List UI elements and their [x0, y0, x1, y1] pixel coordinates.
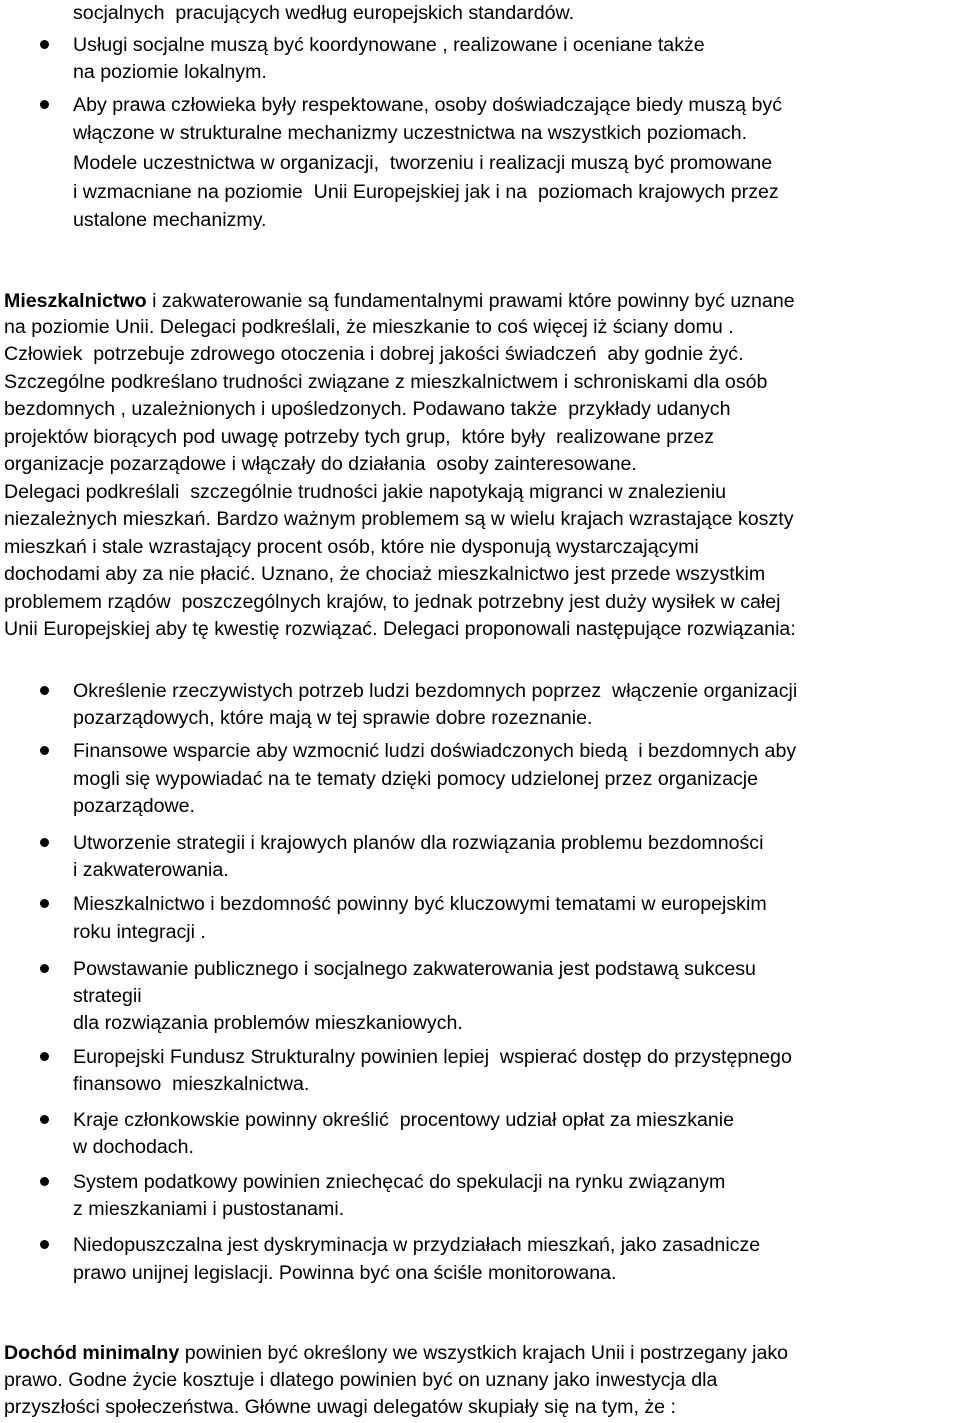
paragraph-line: organizacje pozarządowe i włączały do działania osoby zainteresowane.: [4, 453, 637, 475]
paragraph-line: prawo. Godne życie kosztuje i dlatego powinien być on uznany jako inwestycja dla: [4, 1369, 718, 1391]
list-item-text: Finansowe wsparcie aby wzmocnić ludzi doświadczonych biedą i bezdomnych aby: [73, 740, 797, 762]
list-item-text: pozarządowe.: [73, 795, 195, 817]
list-item-text: Kraje członkowskie powinny określić procentowy udział opłat za mieszkanie: [73, 1109, 735, 1131]
list-item-text: strategii: [73, 985, 142, 1007]
list-item-text: Modele uczestnictwa w organizacji, tworzeniu i realizacji muszą być promowane: [73, 152, 773, 174]
bullet-icon: [40, 100, 49, 109]
bullet-icon: [40, 899, 49, 908]
paragraph-line: niezależnych mieszkań. Bardzo ważnym problemem są w wielu krajach wzrastające koszty: [4, 508, 794, 530]
housing-heading: Mieszkalnictwo: [4, 290, 147, 312]
list-item-text: socjalnych pracujących według europejskich standardów.: [73, 2, 575, 24]
paragraph-line: przyszłości społeczeństwa. Główne uwagi delegatów skupiały się na tym, że :: [4, 1396, 676, 1418]
bullet-icon: [40, 964, 49, 973]
income-heading: Dochód minimalny: [4, 1342, 180, 1364]
list-item-text: roku integracji .: [73, 921, 206, 943]
income-paragraph-first-line: [4, 1340, 788, 1366]
paragraph-line: i zakwaterowanie są fundamentalnymi prawami które powinny być uznane: [146, 290, 795, 312]
list-item-text: ustalone mechanizmy.: [73, 209, 267, 231]
paragraph-line: problemem rządów poszczególnych krajów, to jednak potrzebny jest duży wysiłek w całej: [4, 591, 781, 613]
list-item-text: Określenie rzeczywistych potrzeb ludzi bezdomnych poprzez włączenie organizacji: [73, 680, 798, 702]
paragraph-line: mieszkań i stale wzrastający procent osób, które nie dysponują wystarczającymi: [4, 536, 699, 558]
housing-paragraph-first-line: [4, 288, 795, 314]
paragraph-line: Delegaci podkreślali szczególnie trudności jakie napotykają migranci w znalezieniu: [4, 481, 727, 503]
list-item-text: włączone w strukturalne mechanizmy uczestnictwa na wszystkich poziomach.: [73, 122, 748, 144]
list-item-text: Niedopuszczalna jest dyskryminacja w przydziałach mieszkań, jako zasadnicze: [73, 1234, 761, 1256]
list-item-text: prawo unijnej legislacji. Powinna być ona ściśle monitorowana.: [73, 1262, 617, 1284]
paragraph-line: bezdomnych , uzależnionych i upośledzonych. Podawano także przykłady udanych: [4, 398, 731, 420]
list-item-text: System podatkowy powinien zniechęcać do spekulacji na rynku związanym: [73, 1171, 726, 1193]
list-item-text: Aby prawa człowieka były respektowane, osoby doświadczające biedy muszą być: [73, 94, 782, 116]
paragraph-line: Szczególne podkreślano trudności związane z mieszkalnictwem i schroniskami dla osób: [4, 371, 768, 393]
list-item-text: dla rozwiązania problemów mieszkaniowych.: [73, 1012, 463, 1034]
paragraph-line: projektów biorących pod uwagę potrzeby tych grup, które były realizowane przez: [4, 426, 715, 448]
bullet-icon: [40, 1177, 49, 1186]
list-item-text: i zakwaterowania.: [73, 859, 229, 881]
paragraph-line: dochodami aby za nie płacić. Uznano, że chociaż mieszkalnictwo jest przede wszystkim: [4, 563, 766, 585]
list-item-text: w dochodach.: [73, 1136, 194, 1158]
bullet-icon: [40, 1115, 49, 1124]
list-item-text: mogli się wypowiadać na te tematy dzięki pomocy udzielonej przez organizacje: [73, 768, 759, 790]
list-item-text: i wzmacniane na poziomie Unii Europejskiej jak i na poziomach krajowych przez: [73, 181, 779, 203]
paragraph-line: na poziomie Unii. Delegaci podkreślali, że mieszkanie to coś więcej iż ściany domu .: [4, 316, 734, 338]
list-item-text: pozarządowych, które mają w tej sprawie dobre rozeznanie.: [73, 707, 593, 729]
bullet-icon: [40, 1240, 49, 1249]
bullet-icon: [40, 1052, 49, 1061]
bullet-icon: [40, 746, 49, 755]
list-item-text: Mieszkalnictwo i bezdomność powinny być kluczowymi tematami w europejskim: [73, 893, 767, 915]
paragraph-line: powinien być określony we wszystkich krajach Unii i postrzegany jako: [179, 1342, 789, 1364]
list-item-text: finansowo mieszkalnictwa.: [73, 1073, 310, 1095]
paragraph-line: Człowiek potrzebuje zdrowego otoczenia i dobrej jakości świadczeń aby godnie żyć.: [4, 343, 744, 365]
paragraph-line: Unii Europejskiej aby tę kwestię rozwiązać. Delegaci proponowali następujące rozwiązania:: [4, 618, 796, 640]
list-item-text: Utworzenie strategii i krajowych planów dla rozwiązania problemu bezdomności: [73, 832, 764, 854]
list-item-text: Powstawanie publicznego i socjalnego zakwaterowania jest podstawą sukcesu: [73, 958, 756, 980]
list-item-text: na poziomie lokalnym.: [73, 61, 267, 83]
bullet-icon: [40, 686, 49, 695]
bullet-icon: [40, 838, 49, 847]
list-item-text: Europejski Fundusz Strukturalny powinien lepiej wspierać dostęp do przystępnego: [73, 1046, 792, 1068]
list-item-text: z mieszkaniami i pustostanami.: [73, 1198, 345, 1220]
bullet-icon: [40, 40, 49, 49]
list-item-text: Usługi socjalne muszą być koordynowane , realizowane i oceniane także: [73, 34, 705, 56]
